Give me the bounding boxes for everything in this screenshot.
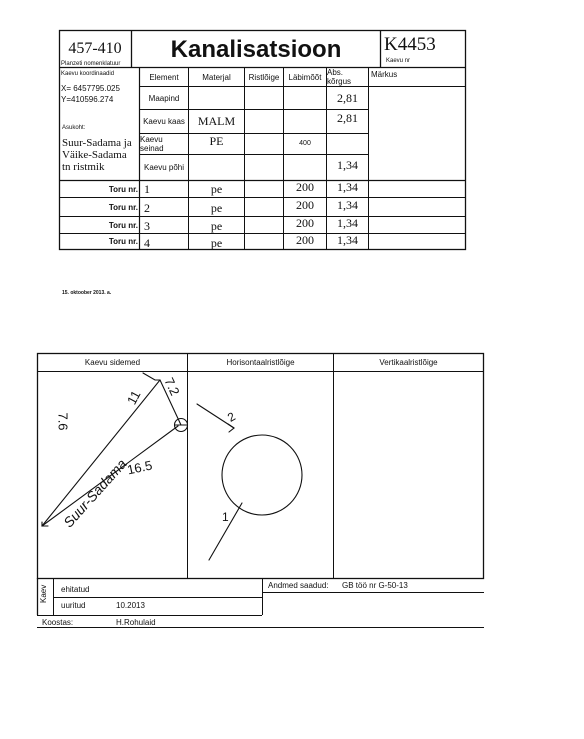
pipe-height: 1,34 (337, 197, 358, 212)
pipe-height: 1,34 (337, 215, 358, 230)
well-id-caption: Kaevu nr (386, 58, 411, 64)
source-value: GB töö nr G-50-13 (342, 581, 408, 590)
pipe-diameter: 200 (296, 179, 314, 194)
author-label: Koostas: (42, 618, 74, 627)
row-height: 2,81 (337, 111, 358, 125)
pipe-2-label: 2 (224, 409, 238, 425)
location-text (62, 137, 132, 173)
sketch-header-connections: Kaevu sidemed (84, 358, 141, 367)
page-title: Kanalisatsioon (170, 36, 342, 63)
street-label: Suur-Sadama (60, 455, 130, 531)
date-note: 15. oktoober 2013. a. (62, 290, 112, 296)
col-header-element: Element (149, 72, 179, 82)
well-id: K4453 (384, 34, 436, 55)
row-element: Kaevu põhi (143, 163, 185, 172)
pipe-diameter: 200 (296, 215, 314, 230)
row-element: Maapind (148, 93, 180, 103)
row-height: 2,81 (337, 90, 358, 105)
col-header-abs-height: Abs. kõrgus (327, 68, 352, 86)
col-header-diameter: Läbimõõt (288, 72, 322, 82)
surveyed-value: 10.2013 (116, 601, 145, 610)
pipe-height: 1,34 (337, 233, 358, 247)
surveyed-label: uuritud (61, 601, 86, 610)
pipe-material: pe (210, 236, 223, 250)
sketch-header-vertical: Vertikaalristlõige (379, 358, 438, 367)
pipe-material: pe (210, 218, 223, 233)
row-element: Kaevu kaas (143, 117, 185, 126)
distance-label-top-right: 7.2 (161, 375, 183, 398)
sheet-number: 457-410 (68, 40, 122, 57)
pipe-number: 3 (144, 218, 150, 233)
sketch-header-horizontal: Horisontaalristlõige (226, 358, 295, 367)
pipe-diameter: 200 (296, 233, 314, 247)
well-connections-sketch (42, 373, 188, 526)
pipe-1-label: 1 (222, 510, 229, 524)
distance-label-left: 7.6 (55, 412, 71, 431)
source-label: Andmed saadud: (268, 581, 329, 590)
pipe-number: 4 (144, 236, 150, 250)
location-line: Väike-Sadama (62, 149, 127, 161)
coord-x: X= 6457795.025 (61, 84, 120, 93)
row-material: MALM (197, 114, 236, 128)
row-diameter: 400 (299, 139, 311, 147)
built-label: ehitatud (61, 585, 90, 594)
pipe-diameter: 200 (296, 197, 314, 212)
col-header-cross-section: Ristlõige (248, 72, 280, 82)
horizontal-section-sketch (197, 404, 302, 560)
pipe-number: 1 (144, 181, 150, 196)
distance-label-top: 11 (123, 388, 144, 407)
pipe-label: Toru nr. (108, 184, 138, 194)
row-material: PE (209, 133, 224, 148)
coords-caption: Kaevu koordinaadid (61, 71, 115, 77)
distance-label-bottom: 16.5 (125, 457, 154, 478)
row-height: 1,34 (337, 158, 358, 172)
pipe-label: Toru nr. (108, 237, 138, 246)
coord-y: Y=410596.274 (61, 95, 114, 104)
col-header-notes: Märkus (371, 69, 398, 79)
side-label: Kaev (39, 584, 48, 603)
pipe-label: Toru nr. (108, 202, 138, 212)
sheet-number-caption: Planzeti nomenklatuur (61, 61, 121, 67)
pipe-label: Toru nr. (108, 220, 138, 230)
author-value: H.Rohulaid (116, 618, 156, 627)
pipe-height: 1,34 (337, 179, 358, 194)
location-line: tn ristmik (62, 161, 105, 173)
col-header-material: Materjal (202, 72, 231, 82)
pipe-material: pe (210, 200, 223, 215)
pipe-material: pe (210, 181, 223, 196)
location-line: Suur-Sadama ja (62, 137, 132, 149)
row-element: Kaevu seinad (140, 135, 164, 153)
pipe-number: 2 (144, 200, 150, 215)
location-caption: Asukoht: (62, 125, 86, 131)
